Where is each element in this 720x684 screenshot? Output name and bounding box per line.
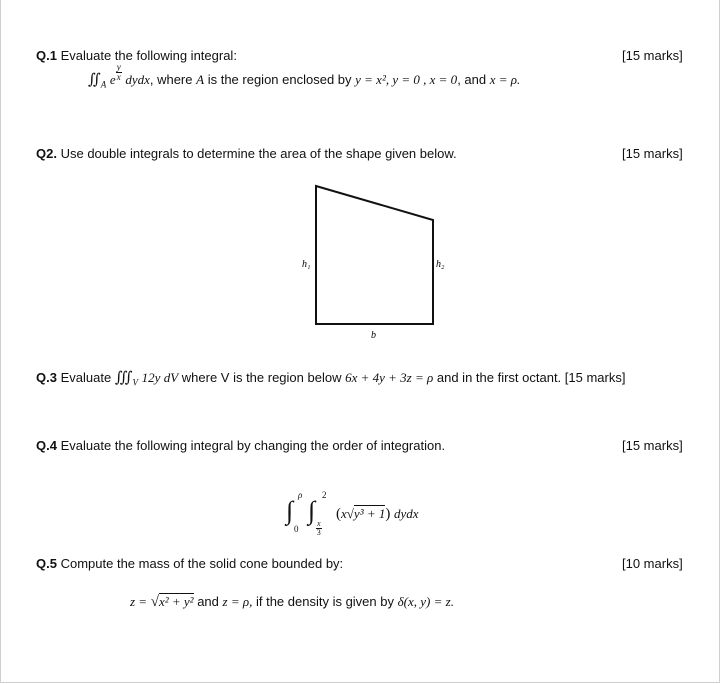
q1-integrand-base: e	[109, 72, 116, 87]
q4-radicand: y³ + 1	[353, 506, 386, 521]
q1-frac-num: y	[116, 62, 121, 73]
q4-integral-expression	[286, 490, 486, 540]
q1-and: , and	[457, 72, 487, 87]
q4-integrand: (x√y³ + 1) dydx	[336, 506, 419, 522]
q4-outer-integral-sign: ∫	[286, 496, 294, 525]
q3-marks: [15 marks]	[564, 370, 626, 385]
q4-inner-frac-num: x	[317, 519, 321, 528]
q4-prompt: Evaluate the following integral by changing the order of integration.	[60, 438, 446, 453]
q1-region-text: is the region enclosed by	[207, 72, 352, 87]
q3-line	[36, 368, 625, 388]
q1-integral-sign: ∬	[88, 72, 101, 88]
q4-inner-frac-den: 3	[316, 528, 321, 537]
q4-heading	[36, 438, 445, 453]
q3-integrand: 12y dV	[141, 370, 179, 385]
q5-condition: z = √x² + y² and z = ρ, if the density is given by δ(x, y) = z.	[130, 594, 454, 610]
q1-heading	[36, 48, 237, 63]
q5-prompt: Compute the mass of the solid cone bounded by:	[60, 556, 344, 571]
q3-end-text: and in the first octant.	[436, 370, 562, 385]
q5-density-text: if the density is given by	[255, 594, 394, 609]
q1-frac-den: x	[116, 72, 121, 83]
q3-number: Q.3	[36, 370, 57, 385]
q1-integral	[88, 62, 521, 90]
q1-where: , where	[149, 72, 193, 87]
q2-marks: [15 marks]	[622, 146, 683, 161]
q1-prompt: Evaluate the following integral:	[60, 48, 237, 63]
q4-number: Q.4	[36, 438, 57, 453]
q1-condition1: y = x², y = 0 , x = 0	[355, 72, 458, 87]
q5-heading	[36, 556, 343, 571]
q4-marks: [15 marks]	[622, 438, 683, 453]
q4-differential: dydx	[394, 506, 419, 521]
q1-exponent-fraction	[116, 63, 122, 82]
q3-plane: 6x + 4y + 3z = ρ	[345, 370, 434, 385]
q3-middle-text: where V is the region below	[181, 370, 342, 385]
q5-number: Q.5	[36, 556, 57, 571]
q1-marks: [15 marks]	[622, 48, 683, 63]
q5-radicand: x² + y²	[158, 594, 194, 609]
q2-heading	[36, 146, 457, 161]
q4-inner-integral-sign: ∫	[308, 496, 316, 525]
q4-outer-lower: 0	[294, 524, 299, 534]
q1-dydx: dydx	[125, 72, 150, 87]
q2-label-h2: h₂	[436, 259, 445, 270]
q5-z-eq: z =	[130, 594, 148, 609]
q5-and: and	[197, 594, 219, 609]
q4-inner-upper: 2	[322, 490, 327, 500]
q3-prompt-start: Evaluate	[60, 370, 112, 385]
q2-label-h1: h₁	[302, 259, 311, 270]
q5-density-expr: δ(x, y) = z.	[397, 594, 454, 609]
q3-region-sub: V	[132, 377, 139, 388]
q2-label-b: b	[371, 330, 376, 341]
q3-integral-sign: ∭	[114, 370, 133, 386]
q1-condition2: x = ρ.	[489, 72, 521, 87]
q1-region-symbol: A	[196, 72, 205, 87]
q1-region-sub: A	[100, 79, 107, 90]
q2-trapezoid-figure	[300, 180, 450, 342]
q2-prompt: Use double integrals to determine the area of the shape given below.	[60, 146, 457, 161]
q5-z-rho: z = ρ,	[222, 594, 253, 609]
q4-integrand-x: x	[341, 506, 347, 521]
q5-marks: [10 marks]	[622, 556, 683, 571]
q4-outer-upper: ρ	[298, 490, 303, 500]
q2-number: Q2.	[36, 146, 57, 161]
q1-number: Q.1	[36, 48, 57, 63]
q4-inner-lower-fraction	[316, 520, 322, 537]
q2-trapezoid-shape	[316, 186, 433, 324]
